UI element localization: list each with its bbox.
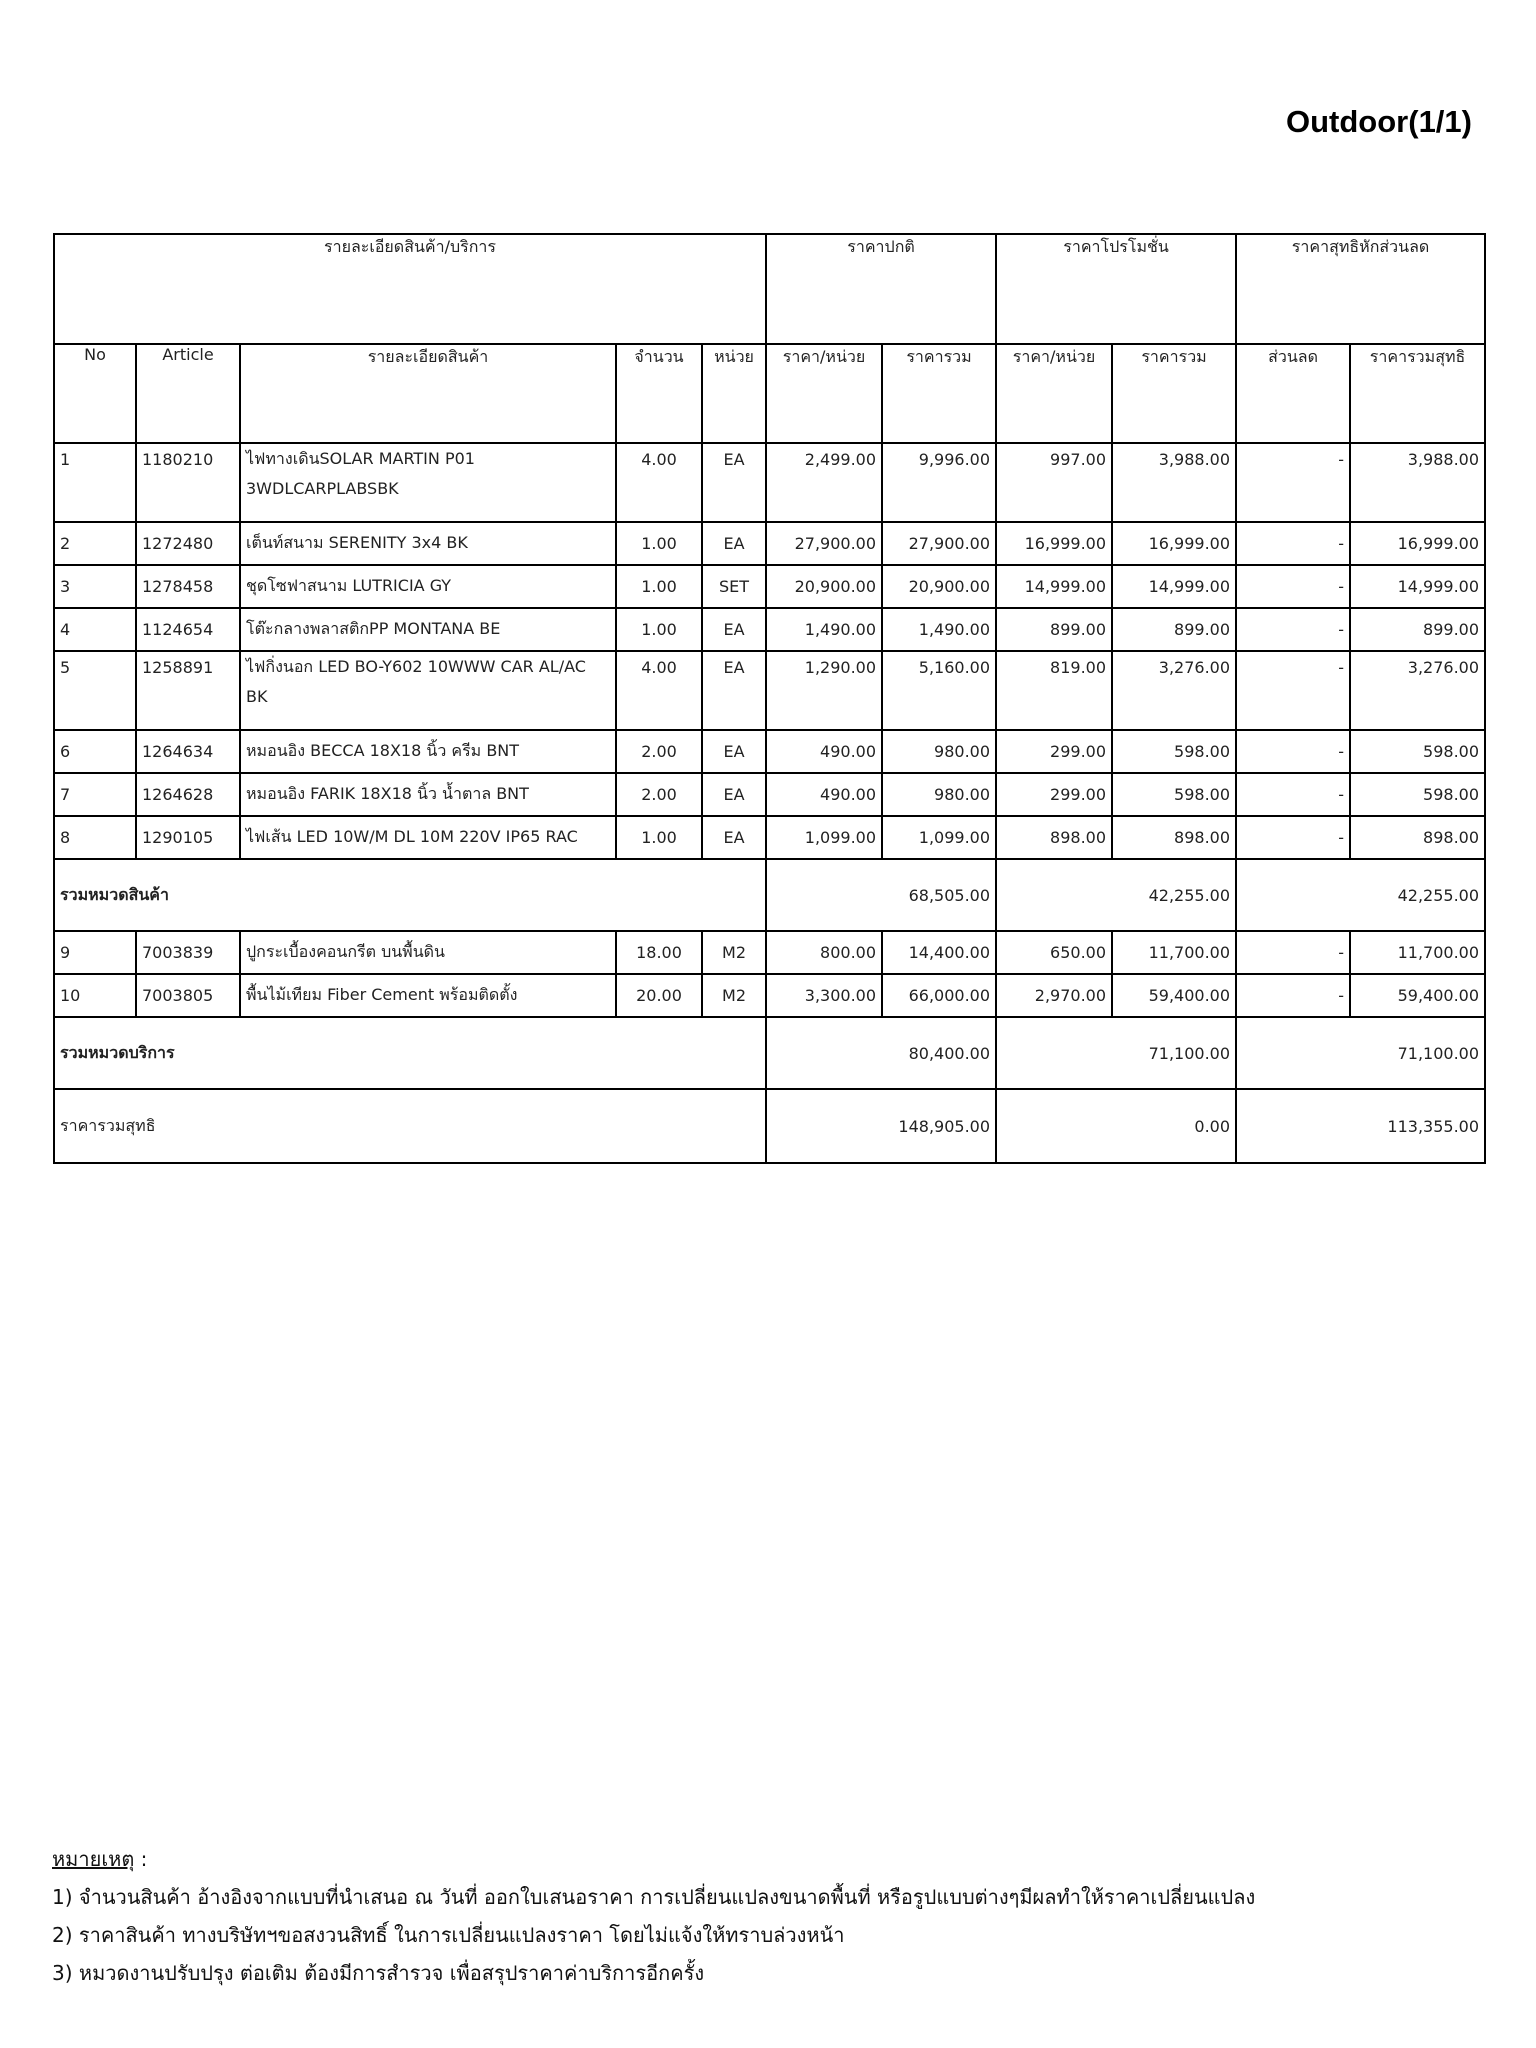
cell-unit-price: 1,290.00	[766, 651, 882, 730]
cell-desc: พื้นไม้เทียม Fiber Cement พร้อมติดตั้ง	[240, 974, 616, 1017]
column-header-no: No	[54, 344, 136, 443]
quotation-table	[53, 233, 1486, 1164]
cell-net-total: 898.00	[1350, 816, 1485, 859]
cell-no: 7	[54, 773, 136, 816]
note-line: 2) ราคาสินค้า ทางบริษัทฯขอสงวนสิทธิ์ ในการเปลี่ยนแปลงราคา โดยไม่แจ้งให้ทราบล่วงหน้า	[52, 1923, 845, 1947]
cell-net-total: 3,276.00	[1350, 651, 1485, 730]
service-subtotal-promo: 71,100.00	[996, 1017, 1236, 1089]
cell-discount: -	[1236, 522, 1350, 565]
cell-qty: 2.00	[616, 773, 702, 816]
cell-no: 8	[54, 816, 136, 859]
cell-promo-unit-price: 650.00	[996, 931, 1112, 974]
cell-unit-price: 1,099.00	[766, 816, 882, 859]
cell-article: 1264634	[136, 730, 240, 773]
cell-net-total: 598.00	[1350, 773, 1485, 816]
notes-colon: :	[134, 1847, 148, 1871]
cell-article: 7003839	[136, 931, 240, 974]
cell-total: 5,160.00	[882, 651, 996, 730]
cell-no: 5	[54, 651, 136, 730]
cell-no: 10	[54, 974, 136, 1017]
cell-promo-unit-price: 299.00	[996, 730, 1112, 773]
cell-promo-unit-price: 899.00	[996, 608, 1112, 651]
cell-no: 3	[54, 565, 136, 608]
cell-discount: -	[1236, 608, 1350, 651]
cell-discount: -	[1236, 816, 1350, 859]
table-body	[54, 234, 1485, 1163]
grand-total-normal: 148,905.00	[766, 1089, 996, 1163]
cell-desc: หมอนอิง BECCA 18X18 นิ้ว ครีม BNT	[240, 730, 616, 773]
cell-total: 1,490.00	[882, 608, 996, 651]
cell-promo-unit-price: 14,999.00	[996, 565, 1112, 608]
cell-unit-price: 1,490.00	[766, 608, 882, 651]
cell-net-total: 14,999.00	[1350, 565, 1485, 608]
table-row	[54, 730, 1485, 773]
note-line: 1) จำนวนสินค้า อ้างอิงจากแบบที่นำเสนอ ณ วันที่ ออกใบเสนอราคา การเปลี่ยนแปลงขนาดพื้นที่ หรือรูปแบบต่างๆมีผลทำให้ราคาเปลี่ยนแปลง	[52, 1885, 1256, 1909]
cell-total: 980.00	[882, 730, 996, 773]
cell-total: 66,000.00	[882, 974, 996, 1017]
cell-qty: 1.00	[616, 608, 702, 651]
table-row	[54, 931, 1485, 974]
cell-unit-price: 800.00	[766, 931, 882, 974]
cell-total: 14,400.00	[882, 931, 996, 974]
table-row	[54, 816, 1485, 859]
table-row	[54, 773, 1485, 816]
cell-promo-total: 11,700.00	[1112, 931, 1236, 974]
cell-total: 20,900.00	[882, 565, 996, 608]
cell-promo-total: 59,400.00	[1112, 974, 1236, 1017]
cell-no: 1	[54, 443, 136, 522]
cell-discount: -	[1236, 565, 1350, 608]
cell-discount: -	[1236, 443, 1350, 522]
cell-net-total: 598.00	[1350, 730, 1485, 773]
cell-promo-total: 598.00	[1112, 773, 1236, 816]
cell-discount: -	[1236, 931, 1350, 974]
cell-qty: 1.00	[616, 565, 702, 608]
cell-desc: ปูกระเบื้องคอนกรีต บนพื้นดิน	[240, 931, 616, 974]
cell-article: 1278458	[136, 565, 240, 608]
cell-promo-unit-price: 16,999.00	[996, 522, 1112, 565]
cell-unit: EA	[702, 730, 766, 773]
cell-net-total: 16,999.00	[1350, 522, 1485, 565]
cell-discount: -	[1236, 773, 1350, 816]
column-header-net-total: ราคารวมสุทธิ	[1350, 344, 1485, 443]
column-header-article: Article	[136, 344, 240, 443]
table-row	[54, 651, 1485, 730]
page-title: Outdoor(1/1)	[1286, 104, 1472, 139]
cell-desc: ไฟทางเดินSOLAR MARTIN P01 3WDLCARPLABSBK	[240, 443, 616, 522]
cell-unit-price: 490.00	[766, 730, 882, 773]
group-header-promo-price: ราคาโปรโมชั่น	[996, 234, 1236, 344]
column-header-unit-price: ราคา/หน่วย	[766, 344, 882, 443]
grand-total-row	[54, 1089, 1485, 1163]
cell-qty: 18.00	[616, 931, 702, 974]
cell-total: 1,099.00	[882, 816, 996, 859]
service-subtotal-normal: 80,400.00	[766, 1017, 996, 1089]
cell-article: 1264628	[136, 773, 240, 816]
column-header-row	[54, 344, 1485, 443]
cell-qty: 20.00	[616, 974, 702, 1017]
cell-article: 7003805	[136, 974, 240, 1017]
cell-article: 1124654	[136, 608, 240, 651]
table-row	[54, 565, 1485, 608]
cell-promo-total: 3,276.00	[1112, 651, 1236, 730]
table-row	[54, 522, 1485, 565]
group-header-net-price: ราคาสุทธิหักส่วนลด	[1236, 234, 1485, 344]
cell-article: 1272480	[136, 522, 240, 565]
cell-total: 980.00	[882, 773, 996, 816]
cell-desc: หมอนอิง FARIK 18X18 นิ้ว น้ำตาล BNT	[240, 773, 616, 816]
cell-qty: 4.00	[616, 443, 702, 522]
cell-unit: M2	[702, 931, 766, 974]
column-header-promo-unit-price: ราคา/หน่วย	[996, 344, 1112, 443]
cell-unit-price: 490.00	[766, 773, 882, 816]
cell-promo-unit-price: 2,970.00	[996, 974, 1112, 1017]
notes-section	[52, 1840, 1255, 1992]
service-subtotal-row	[54, 1017, 1485, 1089]
cell-article: 1290105	[136, 816, 240, 859]
cell-qty: 1.00	[616, 522, 702, 565]
service-subtotal-label: รวมหมวดบริการ	[54, 1017, 766, 1089]
cell-qty: 4.00	[616, 651, 702, 730]
cell-unit: EA	[702, 651, 766, 730]
cell-article: 1180210	[136, 443, 240, 522]
cell-unit: EA	[702, 522, 766, 565]
cell-promo-total: 16,999.00	[1112, 522, 1236, 565]
cell-unit: EA	[702, 443, 766, 522]
column-header-desc: รายละเอียดสินค้า	[240, 344, 616, 443]
cell-net-total: 899.00	[1350, 608, 1485, 651]
cell-promo-total: 598.00	[1112, 730, 1236, 773]
cell-unit: SET	[702, 565, 766, 608]
group-header-normal-price: ราคาปกติ	[766, 234, 996, 344]
cell-discount: -	[1236, 651, 1350, 730]
cell-desc: ไฟกิ่งนอก LED BO-Y602 10WWW CAR AL/AC BK	[240, 651, 616, 730]
cell-total: 9,996.00	[882, 443, 996, 522]
cell-unit-price: 2,499.00	[766, 443, 882, 522]
cell-promo-total: 14,999.00	[1112, 565, 1236, 608]
cell-promo-unit-price: 299.00	[996, 773, 1112, 816]
cell-unit: EA	[702, 816, 766, 859]
cell-promo-unit-price: 997.00	[996, 443, 1112, 522]
product-subtotal-promo: 42,255.00	[996, 859, 1236, 931]
cell-unit: M2	[702, 974, 766, 1017]
notes-heading	[52, 1840, 1255, 1878]
cell-promo-total: 3,988.00	[1112, 443, 1236, 522]
group-header-row	[54, 234, 1485, 344]
cell-article: 1258891	[136, 651, 240, 730]
cell-no: 2	[54, 522, 136, 565]
table-row	[54, 443, 1485, 522]
column-header-discount: ส่วนลด	[1236, 344, 1350, 443]
cell-total: 27,900.00	[882, 522, 996, 565]
cell-unit-price: 3,300.00	[766, 974, 882, 1017]
cell-no: 6	[54, 730, 136, 773]
notes-title: หมายเหตุ	[52, 1847, 135, 1871]
cell-net-total: 3,988.00	[1350, 443, 1485, 522]
note-line: 3) หมวดงานปรับปรุง ต่อเติม ต้องมีการสำรวจ เพื่อสรุปราคาค่าบริการอีกครั้ง	[52, 1961, 705, 1985]
product-subtotal-normal: 68,505.00	[766, 859, 996, 931]
cell-unit: EA	[702, 608, 766, 651]
cell-qty: 2.00	[616, 730, 702, 773]
cell-no: 4	[54, 608, 136, 651]
cell-net-total: 59,400.00	[1350, 974, 1485, 1017]
cell-desc: ชุดโซฟาสนาม LUTRICIA GY	[240, 565, 616, 608]
column-header-unit: หน่วย	[702, 344, 766, 443]
product-subtotal-label: รวมหมวดสินค้า	[54, 859, 766, 931]
column-header-promo-total: ราคารวม	[1112, 344, 1236, 443]
column-header-total: ราคารวม	[882, 344, 996, 443]
cell-qty: 1.00	[616, 816, 702, 859]
table-row	[54, 608, 1485, 651]
product-subtotal-row	[54, 859, 1485, 931]
cell-desc: ไฟเส้น LED 10W/M DL 10M 220V IP65 RAC	[240, 816, 616, 859]
cell-desc: โต๊ะกลางพลาสติกPP MONTANA BE	[240, 608, 616, 651]
cell-unit-price: 27,900.00	[766, 522, 882, 565]
grand-total-promo: 0.00	[996, 1089, 1236, 1163]
grand-total-net: 113,355.00	[1236, 1089, 1485, 1163]
cell-promo-unit-price: 819.00	[996, 651, 1112, 730]
product-subtotal-net: 42,255.00	[1236, 859, 1485, 931]
cell-desc: เต็นท์สนาม SERENITY 3x4 BK	[240, 522, 616, 565]
cell-no: 9	[54, 931, 136, 974]
cell-discount: -	[1236, 730, 1350, 773]
cell-promo-total: 899.00	[1112, 608, 1236, 651]
cell-unit-price: 20,900.00	[766, 565, 882, 608]
table-row	[54, 974, 1485, 1017]
cell-promo-total: 898.00	[1112, 816, 1236, 859]
cell-discount: -	[1236, 974, 1350, 1017]
grand-total-label: ราคารวมสุทธิ	[54, 1089, 766, 1163]
cell-net-total: 11,700.00	[1350, 931, 1485, 974]
group-header-details: รายละเอียดสินค้า/บริการ	[54, 234, 766, 344]
service-subtotal-net: 71,100.00	[1236, 1017, 1485, 1089]
cell-unit: EA	[702, 773, 766, 816]
column-header-qty: จำนวน	[616, 344, 702, 443]
cell-promo-unit-price: 898.00	[996, 816, 1112, 859]
